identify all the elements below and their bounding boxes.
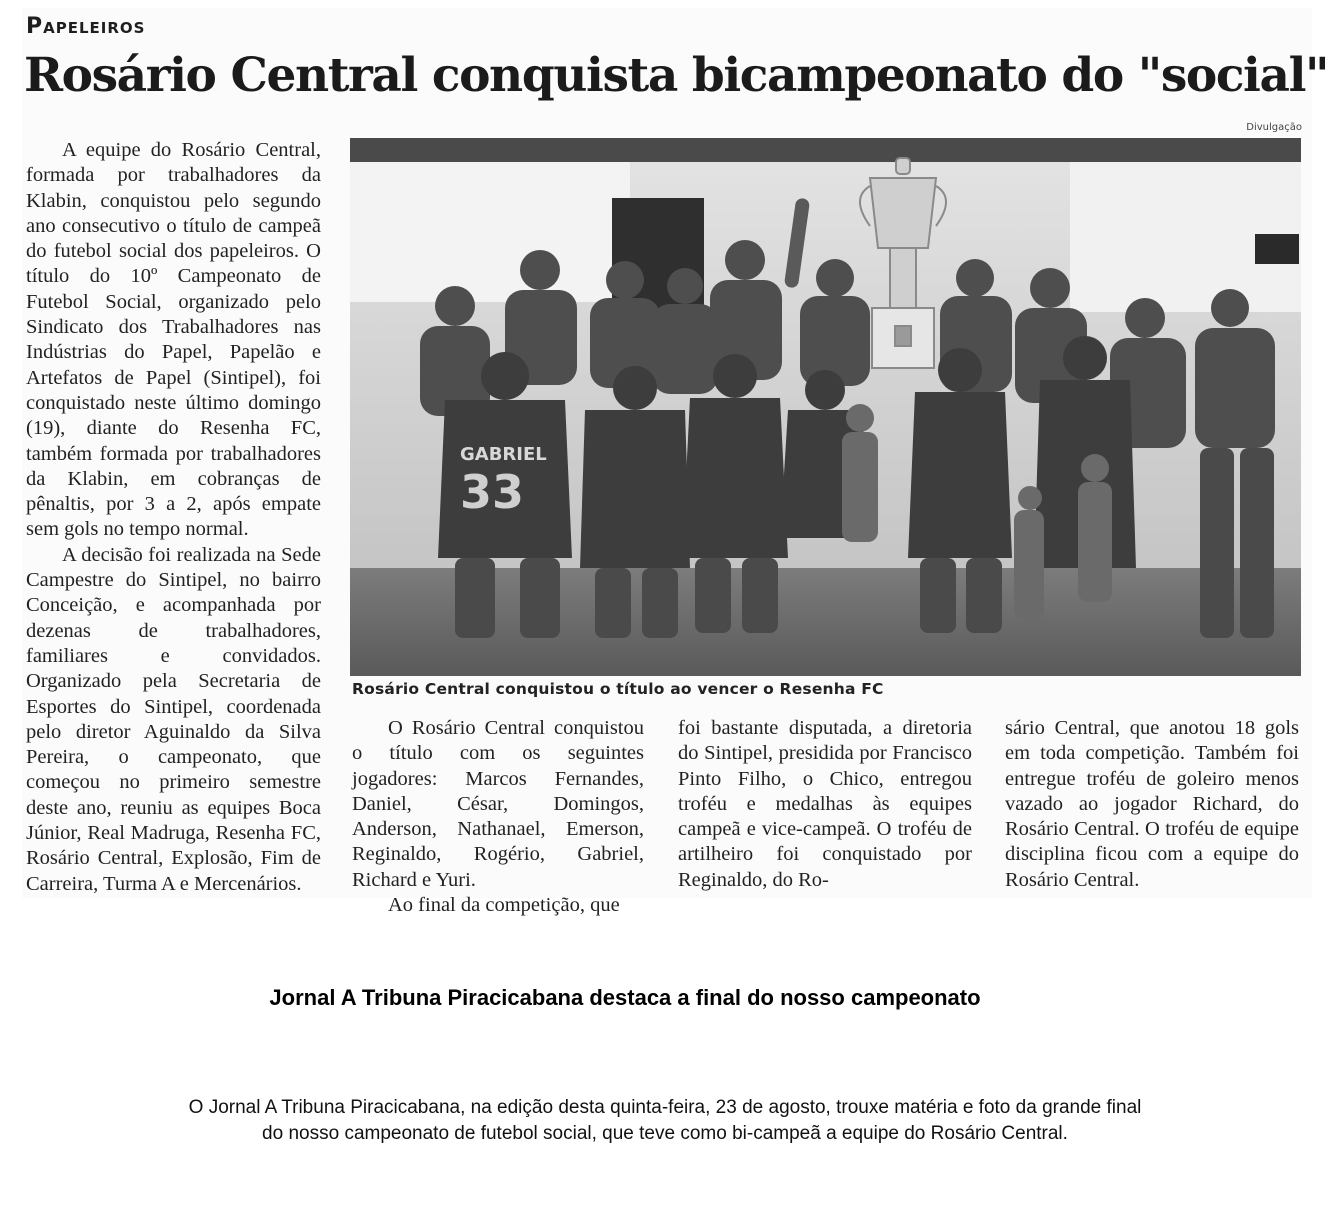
article-column-4 <box>1005 716 1299 893</box>
headline: Rosário Central conquista bicampeonato do "social" <box>24 48 1329 103</box>
svg-text:33: 33 <box>460 465 525 519</box>
article-column-2 <box>352 716 644 918</box>
photo-caption: Rosário Central conquistou o título ao vencer o Resenha FC <box>352 680 884 698</box>
photo-credit: Divulgação <box>1246 122 1302 133</box>
article-body: O Jornal A Tribuna Piracicabana, na edição desta quinta-feira, 23 de agosto, trouxe matéria e foto da grande final do nosso campeonato de futebol social, que teve como bi-campeã a equipe do Rosário Central. <box>188 1097 1142 1144</box>
team-photo-illustration <box>350 138 1301 676</box>
paragraph: A decisão foi realizada na Sede Campestre do Sintipel, no bairro Conceição, e acompanhada por dezenas de trabalhadores, familiares e convidados. Organizado pela Secretaria de Esportes do Sintipel, coordenada pelo diretor Aguinaldo da Silva Pereira, o campeonato, que começou no primeiro semestre deste ano, reuniu as equipes Boca Júnior, Real Madruga, Resenha FC, Rosário Central, Explosão, Fim de Carreira, Turma A e Mercenários. <box>26 543 321 895</box>
paragraph: sário Central, que anotou 18 gols em toda competição. Também foi entregue troféu de goleiro menos vazado ao jogador Richard, do Rosário Central. O troféu de equipe disciplina ficou com a equipe do Rosário Central. <box>1005 717 1299 891</box>
newspaper-clipping <box>22 8 1329 917</box>
jersey-name: GABRIEL <box>460 444 547 465</box>
article-column-3 <box>678 716 972 893</box>
team-photo <box>350 138 1301 676</box>
article-title: Jornal A Tribuna Piracicabana destaca a final do nosso campeonato <box>269 985 981 1010</box>
article-column-1 <box>26 138 321 897</box>
paragraph: A equipe do Rosário Central, formada por trabalhadores da Klabin, conquistou pelo segundo ano consecutivo o título de campeã do futebol social dos papeleiros. O título do 10º Campeonato de Futebol Social, organizado pelo Sindicato dos Trabalhadores nas Indústrias do Papel, Papelão e Artefatos de Papel (Sintipel), foi conquistado neste último domingo (19), diante do Resenha FC, também formada por trabalhadores da Klabin, em cobranças de pênaltis, por 3 a 2, após empate sem gols no tempo normal. <box>26 139 321 541</box>
section-tag: Papeleiros <box>26 14 146 39</box>
paragraph: O Rosário Central conquistou o título com os seguintes jogadores: Marcos Fernandes, Daniel, César, Domingos, Anderson, Nathanael, Emerson, Reginaldo, Rogério, Gabriel, Richard e Yuri. <box>352 717 644 891</box>
paragraph: Ao final da competição, que <box>388 894 620 917</box>
paragraph: foi bastante disputada, a diretoria do Sintipel, presidida por Francisco Pinto Filho, o Chico, entregou troféu e medalhas às equipes campeã e vice-campeã. O troféu de artilheiro foi conquistado por Reginaldo, do Ro- <box>678 717 972 891</box>
